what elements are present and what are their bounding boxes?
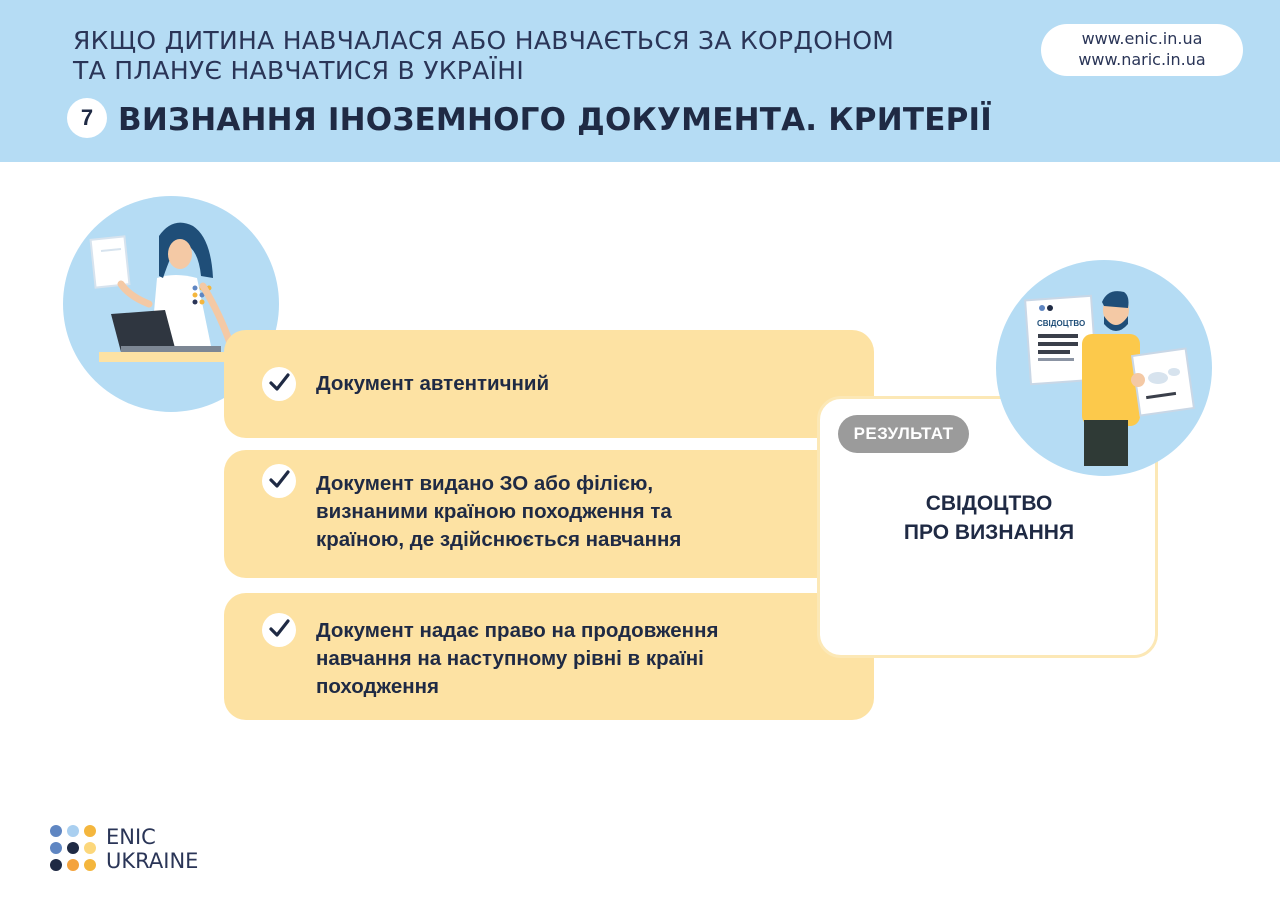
criterion-line: Документ автентичний [316, 372, 550, 395]
website-link-enic[interactable]: www.enic.in.ua [1081, 29, 1203, 48]
criterion-text [316, 617, 718, 701]
website-link-naric[interactable]: www.naric.in.ua [1078, 50, 1206, 69]
header-banner [0, 0, 1280, 162]
logo-dots-icon [50, 825, 98, 873]
result-line-1: СВІДОЦТВО [925, 492, 1053, 515]
logo-line-2: UKRAINE [106, 849, 199, 873]
checkmark-icon [262, 464, 296, 498]
criterion-line: Документ надає право на продовження [316, 619, 719, 642]
criterion-text [316, 370, 549, 398]
criterion-card-continuation [224, 593, 874, 720]
checkmark-icon [262, 367, 296, 401]
subtitle-line-2: ТА ПЛАНУЄ НАВЧАТИСЯ В УКРАЇНІ [73, 56, 524, 85]
criterion-line: визнаними країною походження та [316, 500, 672, 523]
result-text [820, 489, 1158, 547]
certificate-label: СВІДОЦТВО [1037, 319, 1086, 328]
man-certificate-icon [996, 260, 1212, 476]
criterion-card-authentic [224, 330, 874, 438]
criterion-line: походження [316, 675, 439, 698]
header-subtitle [73, 26, 973, 86]
step-number-badge: 7 [67, 98, 107, 138]
enic-ukraine-logo [50, 825, 220, 873]
subtitle-line-1: ЯКЩО ДИТИНА НАВЧАЛАСЯ АБО НАВЧАЄТЬСЯ ЗА КОРДОНОМ [73, 26, 895, 55]
result-badge: РЕЗУЛЬТАТ [838, 415, 969, 453]
criterion-card-institution [224, 450, 874, 578]
logo-line-1: ENIC [106, 825, 156, 849]
criterion-text [316, 470, 681, 554]
logo-text [106, 825, 198, 873]
criterion-line: Документ видано ЗО або філією, [316, 472, 654, 495]
criterion-line: навчання на наступному рівні в країні [316, 647, 704, 670]
page-title: ВИЗНАННЯ ІНОЗЕМНОГО ДОКУМЕНТА. КРИТЕРІЇ [118, 102, 992, 138]
man-certificate-illustration [996, 260, 1212, 476]
result-line-2: ПРО ВИЗНАННЯ [903, 521, 1075, 544]
criterion-line: країною, де здійснюється навчання [316, 528, 682, 551]
checkmark-icon [262, 613, 296, 647]
websites-pill [1041, 24, 1243, 76]
